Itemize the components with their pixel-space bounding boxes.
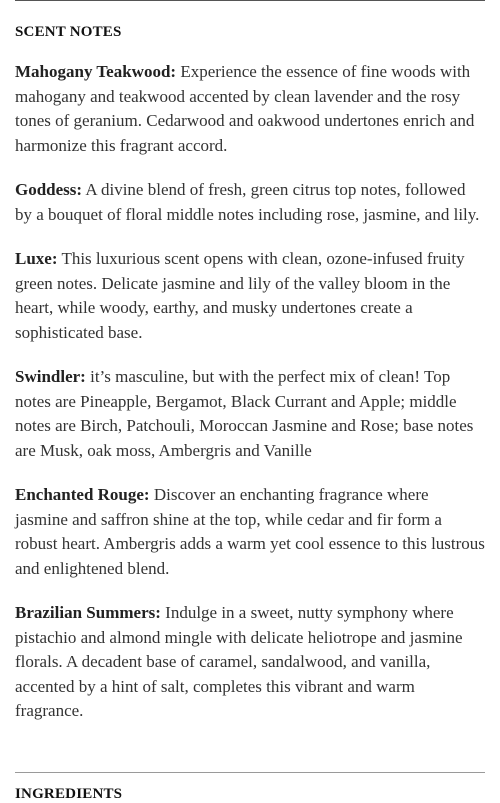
scent-note-enchanted-rouge <box>15 483 485 581</box>
scent-note-description: Discover an enchanting fragrance where jasmine and saffron shine at the top, while cedar and fir form a robust heart. Ambergris adds a warm yet cool essence to this lustrous and enlightened blend. <box>15 485 485 578</box>
scent-note-brazilian-summers <box>15 601 485 724</box>
scent-note-name: Luxe: <box>15 249 58 268</box>
scent-note-name: Mahogany Teakwood: <box>15 62 177 81</box>
scent-note-mahogany-teakwood <box>15 60 485 158</box>
scent-note-name: Swindler: <box>15 367 86 386</box>
scent-note-description: Experience the essence of fine woods with mahogany and teakwood accented by clean lavender and the rosy tones of geranium. Cedarwood and oakwood undertones enrich and harmonize this fragrant accord. <box>15 62 475 155</box>
scent-note-description: Indulge in a sweet, nutty symphony where pistachio and almond mingle with delicate heliotrope and jasmine florals. A decadent base of caramel, sandalwood, and vanilla, accented by a hint of salt, completes this vibrant and warm fragrance. <box>15 603 463 720</box>
section-divider <box>15 772 485 773</box>
scent-note-description: A divine blend of fresh, green citrus top notes, followed by a bouquet of floral middle notes including rose, jasmine, and lily. <box>15 180 480 224</box>
scent-note-swindler <box>15 365 485 463</box>
scent-note-goddess <box>15 178 485 227</box>
scent-note-name: Brazilian Summers: <box>15 603 161 622</box>
scent-note-name: Goddess: <box>15 180 83 199</box>
scent-note-name: Enchanted Rouge: <box>15 485 150 504</box>
top-divider <box>15 0 485 1</box>
scent-note-description: it’s masculine, but with the perfect mix of clean! Top notes are Pineapple, Bergamot, Black Currant and Apple; middle notes are Birch, Patchouli, Moroccan Jasmine and Rose; base notes are Musk, oak moss, Ambergris and Vanille <box>15 367 474 460</box>
scent-notes-heading: SCENT NOTES <box>15 24 122 40</box>
scent-note-description: This luxurious scent opens with clean, ozone-infused fruity green notes. Delicate jasmine and lily of the valley bloom in the heart, while woody, earthy, and musky undertones create a sophisticated base. <box>15 249 465 342</box>
scent-note-luxe <box>15 247 485 345</box>
ingredients-heading[interactable]: INGREDIENTS <box>15 786 123 802</box>
scent-notes-list <box>15 60 485 744</box>
